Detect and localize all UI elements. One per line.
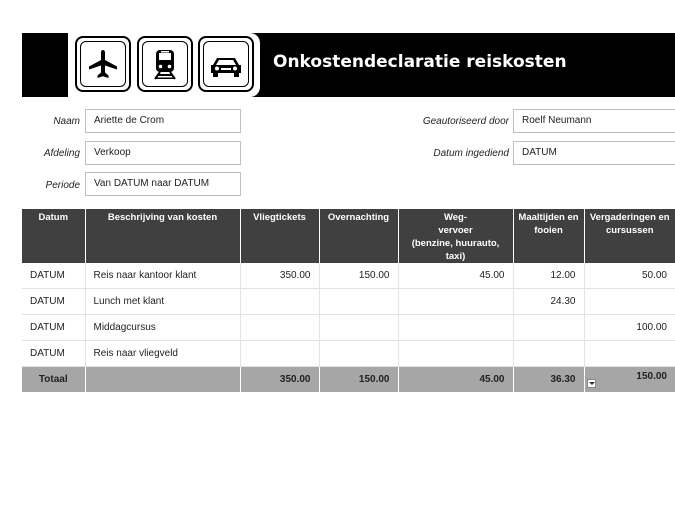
cell-datum[interactable]: DATUM bbox=[22, 341, 85, 367]
ingediend-field[interactable]: DATUM bbox=[513, 141, 675, 165]
periode-field[interactable]: Van DATUM naar DATUM bbox=[85, 172, 241, 196]
total-label: Totaal bbox=[22, 367, 85, 393]
cell-vliegtickets[interactable] bbox=[240, 315, 319, 341]
cell-wegvervoer[interactable]: 45.00 bbox=[398, 263, 513, 289]
header-wegvervoer: Weg- vervoer (benzine, huurauto, taxi) bbox=[398, 209, 513, 263]
header-beschrijving: Beschrijving van kosten bbox=[85, 209, 240, 263]
cell-wegvervoer[interactable] bbox=[398, 315, 513, 341]
cell-datum[interactable]: DATUM bbox=[22, 315, 85, 341]
header-datum: Datum bbox=[22, 209, 85, 263]
header-vergaderingen: Vergaderingen en cursussen bbox=[584, 209, 675, 263]
train-icon bbox=[148, 47, 182, 81]
total-row bbox=[22, 367, 675, 393]
table-row bbox=[22, 315, 675, 341]
airplane-icon bbox=[86, 47, 120, 81]
naam-label: Naam bbox=[53, 116, 80, 127]
cell-vliegtickets[interactable]: 350.00 bbox=[240, 263, 319, 289]
cell-maaltijden[interactable] bbox=[513, 341, 584, 367]
header-overnachting: Overnachting bbox=[319, 209, 398, 263]
cell-beschrijving[interactable]: Reis naar vliegveld bbox=[85, 341, 240, 367]
cell-wegvervoer[interactable] bbox=[398, 341, 513, 367]
cell-vergaderingen[interactable] bbox=[584, 341, 675, 367]
cell-wegvervoer[interactable] bbox=[398, 289, 513, 315]
cell-datum[interactable]: DATUM bbox=[22, 289, 85, 315]
geautoriseerd-label: Geautoriseerd door bbox=[422, 116, 509, 127]
cell-vliegtickets[interactable] bbox=[240, 289, 319, 315]
cell-maaltijden[interactable] bbox=[513, 315, 584, 341]
cell-vergaderingen[interactable] bbox=[584, 289, 675, 315]
naam-field[interactable]: Ariette de Crom bbox=[85, 109, 241, 133]
car-icon bbox=[208, 47, 244, 81]
header-vliegtickets: Vliegtickets bbox=[240, 209, 319, 263]
cell-maaltijden[interactable]: 24.30 bbox=[513, 289, 584, 315]
total-vergaderingen-cell bbox=[584, 367, 675, 393]
ingediend-label: Datum ingediend bbox=[433, 148, 509, 159]
cell-beschrijving[interactable]: Lunch met klant bbox=[85, 289, 240, 315]
table-row bbox=[22, 341, 675, 367]
total-empty bbox=[85, 367, 240, 393]
cell-beschrijving[interactable]: Reis naar kantoor klant bbox=[85, 263, 240, 289]
cell-datum[interactable]: DATUM bbox=[22, 263, 85, 289]
table-row bbox=[22, 263, 675, 289]
cell-beschrijving[interactable]: Middagcursus bbox=[85, 315, 240, 341]
cell-overnachting[interactable] bbox=[319, 289, 398, 315]
total-vliegtickets: 350.00 bbox=[240, 367, 319, 393]
afdeling-field[interactable]: Verkoop bbox=[85, 141, 241, 165]
header-maaltijden: Maaltijden en fooien bbox=[513, 209, 584, 263]
cell-vergaderingen[interactable]: 50.00 bbox=[584, 263, 675, 289]
cell-overnachting[interactable] bbox=[319, 315, 398, 341]
cell-vergaderingen[interactable]: 100.00 bbox=[584, 315, 675, 341]
table-row bbox=[22, 289, 675, 315]
airplane-icon-box bbox=[75, 36, 131, 92]
afdeling-label: Afdeling bbox=[43, 148, 80, 159]
train-icon-box bbox=[137, 36, 193, 92]
filter-dropdown-icon[interactable] bbox=[587, 379, 596, 388]
total-wegvervoer: 45.00 bbox=[398, 367, 513, 393]
cell-maaltijden[interactable]: 12.00 bbox=[513, 263, 584, 289]
page-title: Onkostendeclaratie reiskosten bbox=[273, 52, 567, 72]
total-vergaderingen: 150.00 bbox=[636, 371, 667, 382]
periode-label: Periode bbox=[45, 180, 80, 191]
total-maaltijden: 36.30 bbox=[513, 367, 584, 393]
cell-overnachting[interactable] bbox=[319, 341, 398, 367]
car-icon-box bbox=[198, 36, 254, 92]
table-header-row bbox=[22, 209, 675, 263]
geautoriseerd-field[interactable]: Roelf Neumann bbox=[513, 109, 675, 133]
cell-overnachting[interactable]: 150.00 bbox=[319, 263, 398, 289]
expense-table bbox=[22, 209, 675, 392]
cell-vliegtickets[interactable] bbox=[240, 341, 319, 367]
total-overnachting: 150.00 bbox=[319, 367, 398, 393]
